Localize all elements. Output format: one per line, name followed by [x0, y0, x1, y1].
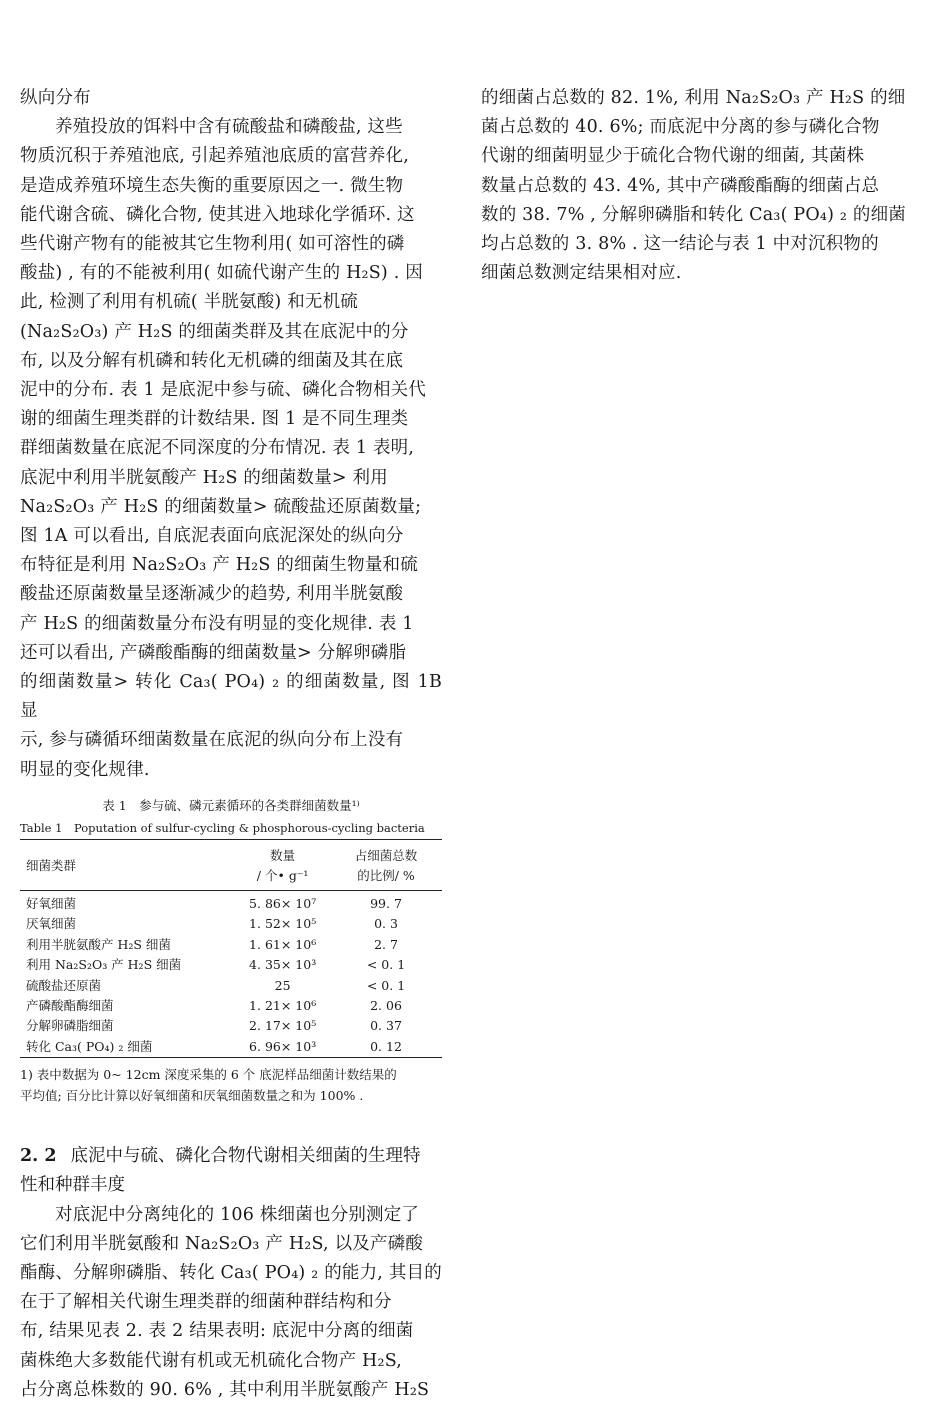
para1-line: 酸盐还原菌数量呈逐渐减少的趋势, 利用半胱氨酸	[20, 584, 404, 605]
para1-line: (Na₂S₂O₃) 产 H₂S 的细菌类群及其在底泥中的分	[20, 321, 409, 342]
table-1	[20, 797, 442, 1106]
para1-line: 产 H₂S 的细菌数量分布没有明显的变化规律. 表 1	[20, 613, 414, 634]
table-row	[20, 890, 442, 914]
right-para-line: 数量占总数的 43. 4%, 其中产磷酸酯酶的细菌占总	[481, 175, 880, 196]
para1-line: 布特征是利用 Na₂S₂O₃ 产 H₂S 的细菌生物量和硫	[20, 555, 418, 576]
cell-count: 1. 61× 10⁶	[249, 936, 317, 952]
cell-group: 转化 Ca₃( PO₄) ₂ 细菌	[26, 1038, 153, 1054]
cell-group: 好氧细菌	[26, 895, 77, 911]
cell-count: 4. 35× 10³	[249, 957, 317, 973]
para2-line: 对底泥中分离纯化的 106 株细菌也分别测定了	[55, 1204, 420, 1225]
para2-line: 它们利用半胱氨酸和 Na₂S₂O₃ 产 H₂S, 以及产磷酸	[20, 1233, 424, 1254]
left-column	[20, 84, 442, 1405]
heading-line: 纵向分布	[20, 88, 91, 108]
para2-line: 占分离总株数的 90. 6% , 其中利用半胱氨酸产 H₂S	[20, 1379, 430, 1400]
table-caption-en: Table 1 Poputation of sulfur-cycling & phosphorous-cycling bacteria	[20, 820, 425, 835]
para1-line: 群细菌数量在底泥不同深度的分布情况. 表 1 表明,	[20, 438, 415, 459]
cell-percent: < 0. 1	[366, 977, 406, 993]
cell-count: 25	[274, 977, 291, 993]
header-count	[235, 839, 328, 890]
cell-percent: 0. 37	[370, 1018, 402, 1034]
para1-line: 些代谢产物有的能被其它生物利用( 如可溶性的磷	[20, 234, 405, 255]
table-row	[20, 914, 442, 934]
cell-count: 6. 96× 10³	[249, 1038, 317, 1054]
data-table	[20, 839, 442, 1058]
para2-line: 菌株绝大多数能代谢有机或无机硫化合物产 H₂S,	[20, 1350, 403, 1371]
cell-group: 利用 Na₂S₂O₃ 产 H₂S 细菌	[26, 957, 182, 973]
table-row	[20, 1037, 442, 1058]
right-para-line: 的细菌占总数的 82. 1%, 利用 Na₂S₂O₃ 产 H₂S 的细	[481, 88, 906, 108]
para1-line: 能代谢含硫、磷化合物, 使其进入地球化学循环. 这	[20, 204, 415, 225]
para1-line: 布, 以及分解有机磷和转化无机磷的细菌及其在底	[20, 350, 404, 371]
right-para-line: 菌占总数的 40. 6%; 而底泥中分离的参与磷化合物	[481, 117, 880, 138]
section-title-line1: 底泥中与硫、磷化合物代谢相关细菌的生理特	[70, 1146, 421, 1167]
cell-percent: 2. 06	[370, 997, 402, 1013]
header-percent-line2: 的比例/ %	[357, 867, 415, 883]
para2-line: 在于了解相关代谢生理类群的细菌种群结构和分	[20, 1292, 392, 1313]
paragraph-continued	[481, 84, 906, 288]
cell-group: 利用半胱氨酸产 H₂S 细菌	[26, 936, 171, 952]
cell-percent: 2. 7	[374, 936, 398, 952]
header-count-line2: / 个• g⁻¹	[256, 867, 309, 883]
para1-line: 还可以看出, 产磷酸酯酶的细菌数量> 分解卵磷脂	[20, 642, 407, 663]
paragraph-2	[20, 1201, 442, 1405]
cell-percent: 0. 12	[370, 1038, 402, 1054]
header-group: 细菌类群	[26, 857, 77, 873]
table-row	[20, 955, 442, 975]
cell-percent: 99. 7	[370, 895, 402, 911]
para1-line: 底泥中利用半胱氨酸产 H₂S 的细菌数量> 利用	[20, 467, 388, 488]
section-title-line2: 性和种群丰度	[20, 1175, 125, 1196]
header-percent-line1: 占细菌总数	[354, 847, 418, 863]
para1-line: 此, 检测了利用有机硫( 半胱氨酸) 和无机硫	[20, 292, 359, 313]
right-para-line: 代谢的细菌明显少于硫化合物代谢的细菌, 其菌株	[481, 146, 865, 167]
cell-group: 分解卵磷脂细菌	[26, 1018, 114, 1034]
para1-line: 物质沉积于养殖池底, 引起养殖池底质的富营养化,	[20, 146, 409, 167]
para1-line: Na₂S₂O₃ 产 H₂S 的细菌数量> 硫酸盐还原菌数量;	[20, 496, 422, 517]
footnote-line: 平均值; 百分比计算以好氧细菌和厌氧细菌数量之和为 100% .	[20, 1088, 364, 1104]
cell-group: 厌氧细菌	[26, 916, 77, 932]
cell-count: 1. 21× 10⁶	[249, 997, 317, 1013]
para1-line: 明显的变化规律.	[20, 759, 150, 780]
right-para-line: 细菌总数测定结果相对应.	[481, 263, 682, 284]
table-row	[20, 935, 442, 955]
para1-line: 谢的细菌生理类群的计数结果. 图 1 是不同生理类	[20, 409, 409, 430]
para1-line: 泥中的分布. 表 1 是底泥中参与硫、磷化合物相关代	[20, 380, 427, 401]
cell-group: 产磷酸酯酶细菌	[26, 997, 114, 1013]
header-percent	[328, 839, 442, 890]
paragraph-1	[20, 113, 442, 785]
para1-line: 图 1A 可以看出, 自底泥表面向底泥深处的纵向分	[20, 526, 404, 547]
para1-line: 养殖投放的饵料中含有硫酸盐和磷酸盐, 这些	[55, 117, 403, 138]
section-number: 2. 2	[20, 1146, 57, 1167]
right-para-line: 均占总数的 3. 8% . 这一结论与表 1 中对沉积物的	[481, 234, 879, 255]
cell-group: 硫酸盐还原菌	[26, 977, 102, 993]
para2-line: 酯酶、分解卵磷脂、转化 Ca₃( PO₄) ₂ 的能力, 其目的	[20, 1262, 442, 1283]
cell-count: 5. 86× 10⁷	[249, 895, 317, 911]
cell-percent: < 0. 1	[366, 957, 406, 973]
table-row	[20, 996, 442, 1016]
table-footnote	[20, 1064, 442, 1106]
section-heading	[20, 1142, 442, 1200]
para2-line: 布, 结果见表 2. 表 2 结果表明: 底泥中分离的细菌	[20, 1321, 414, 1342]
cell-count: 1. 52× 10⁵	[249, 916, 317, 932]
cell-percent: 0. 3	[374, 916, 398, 932]
right-para-line: 数的 38. 7% , 分解卵磷脂和转化 Ca₃( PO₄) ₂ 的细菌	[481, 204, 907, 225]
table-header-row	[20, 839, 442, 890]
table-caption-cn: 表 1 参与硫、磷元素循环的各类群细菌数量¹⁾	[102, 797, 360, 813]
table-row	[20, 1016, 442, 1036]
para1-line: 是造成养殖环境生态失衡的重要原因之一. 微生物	[20, 175, 404, 196]
table-row	[20, 976, 442, 996]
footnote-line: 1) 表中数据为 0~ 12cm 深度采集的 6 个 底泥样品细菌计数结果的	[20, 1067, 397, 1083]
header-count-line1: 数量	[270, 847, 296, 863]
para1-line: 示, 参与磷循环细菌数量在底泥的纵向分布上没有	[20, 730, 404, 751]
para1-line: 酸盐) , 有的不能被利用( 如硫代谢产生的 H₂S) . 因	[20, 263, 423, 284]
cell-count: 2. 17× 10⁵	[249, 1018, 317, 1034]
para1-line: 的细菌数量> 转化 Ca₃( PO₄) ₂ 的细菌数量, 图 1B 显	[20, 672, 442, 722]
right-column	[481, 84, 906, 288]
